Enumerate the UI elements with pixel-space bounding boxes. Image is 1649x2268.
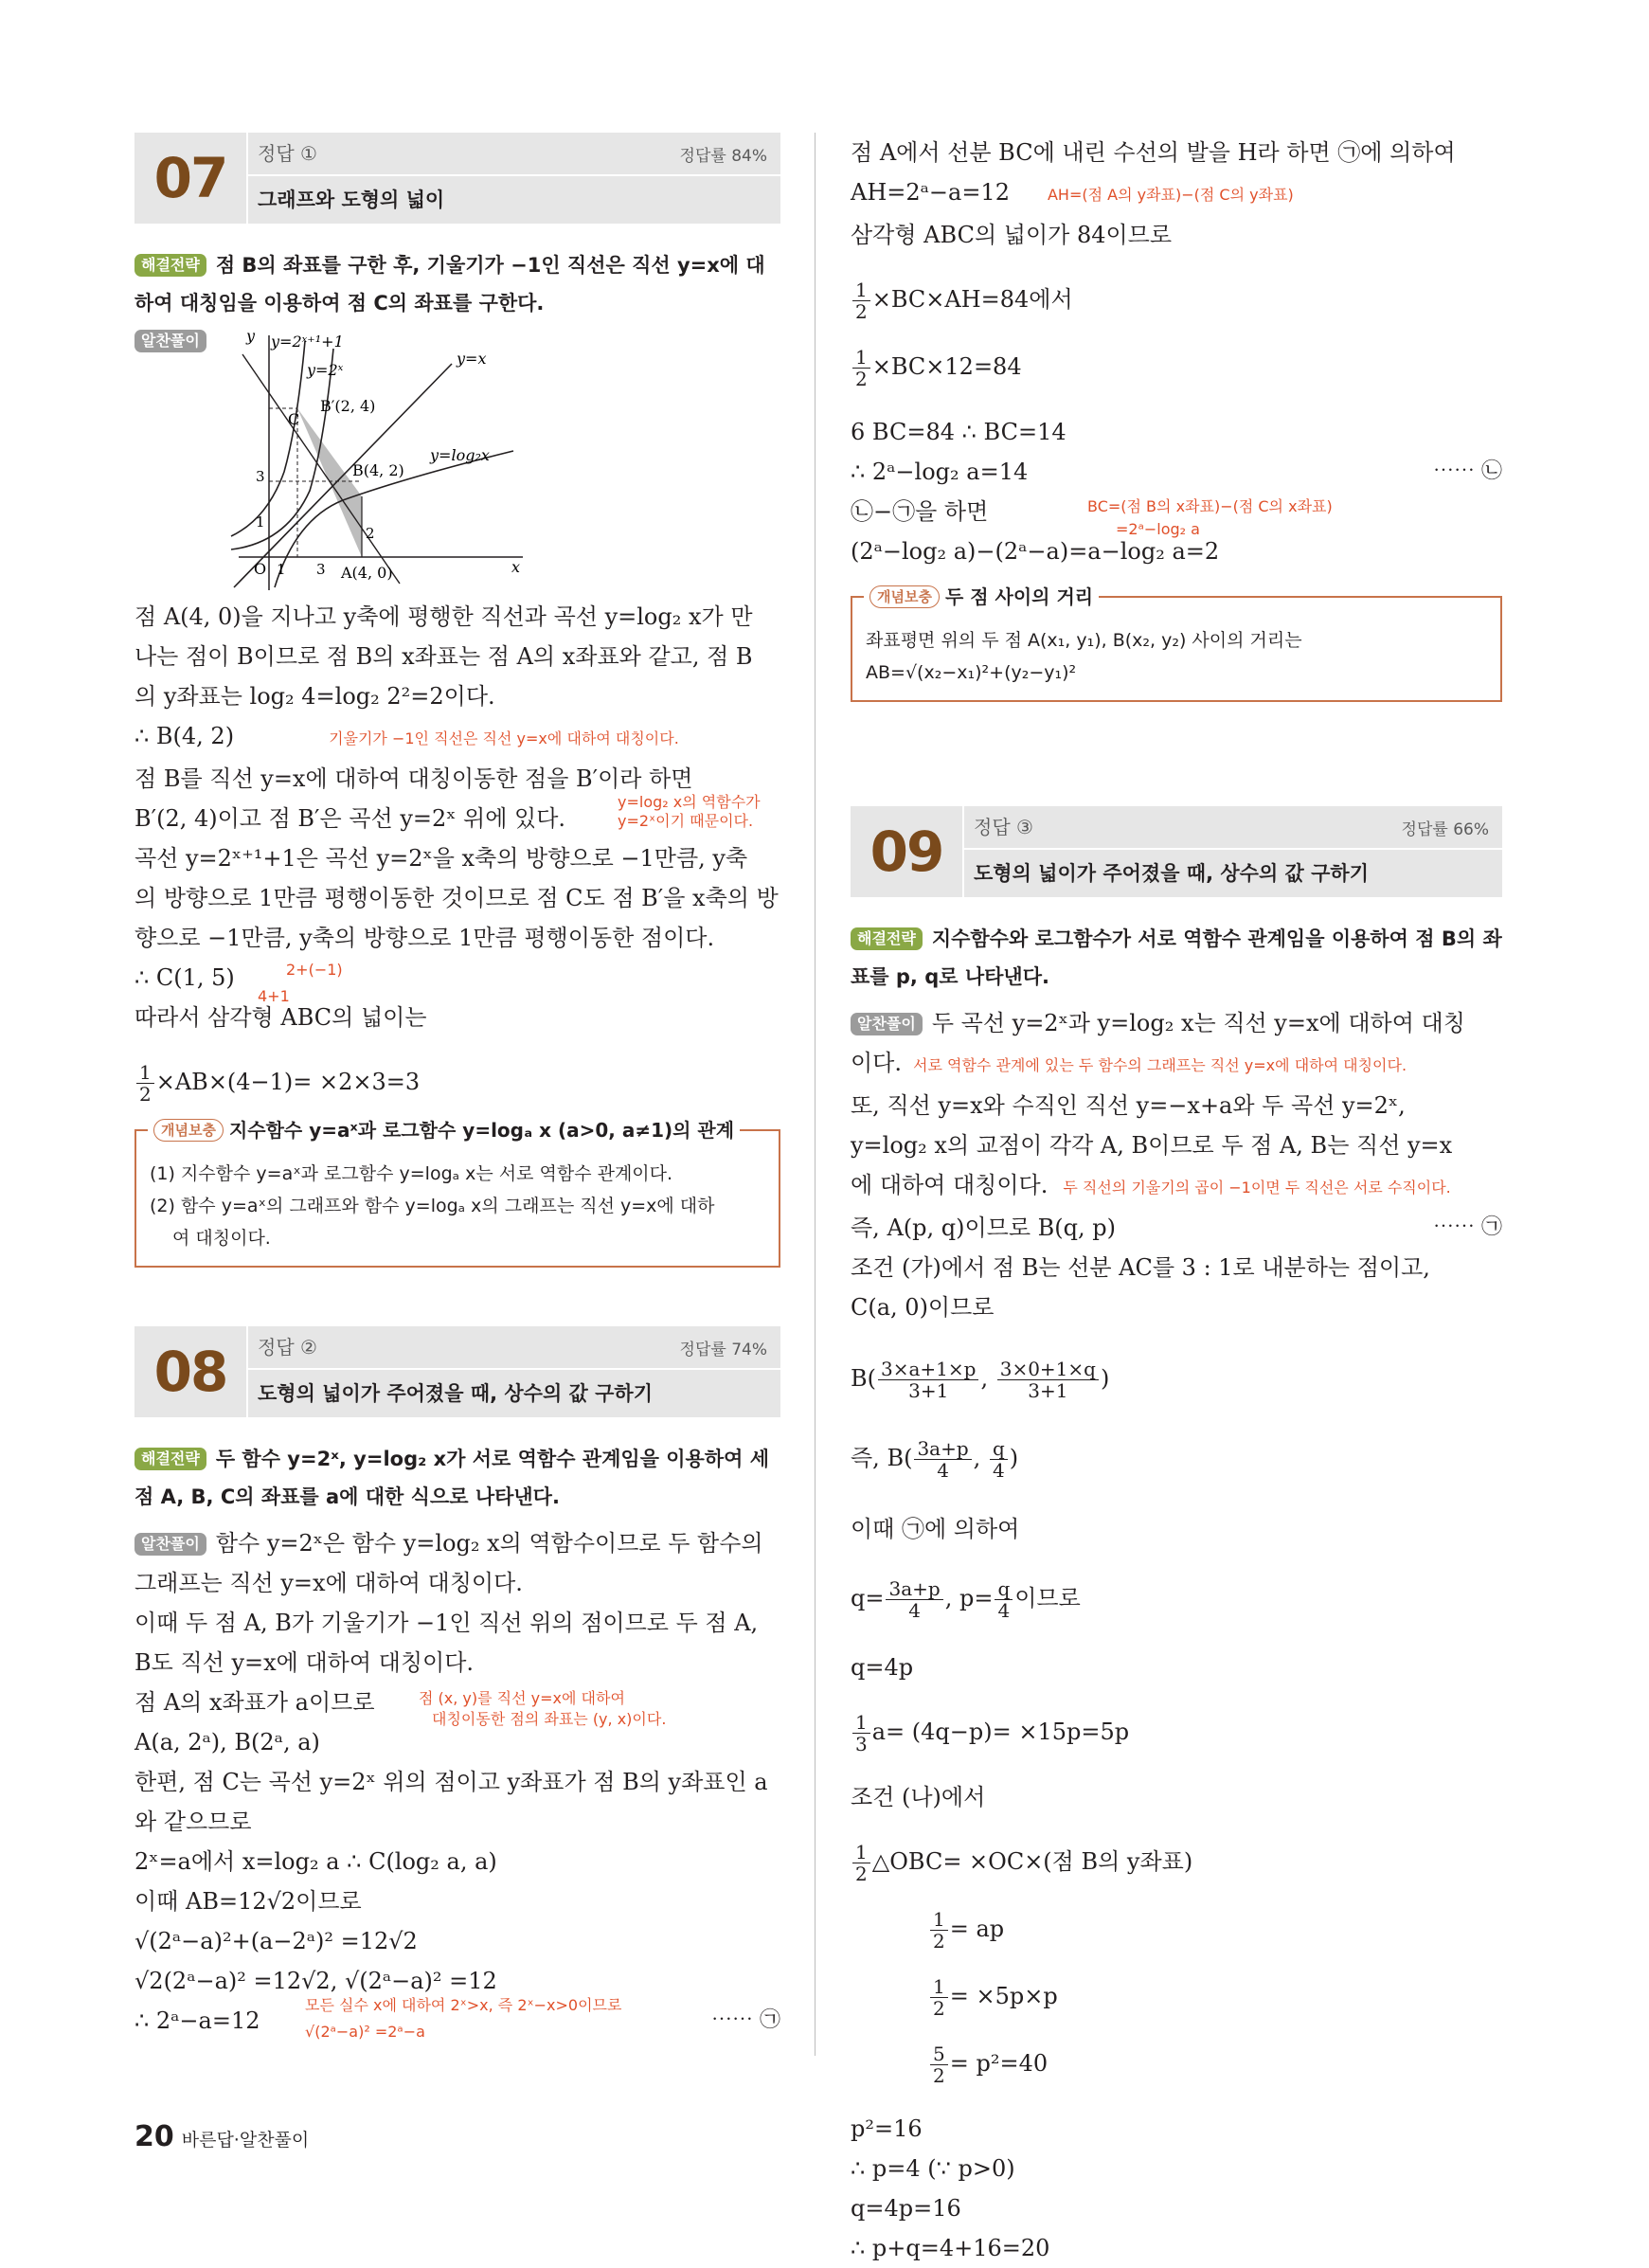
graph-tick-y1: 1 xyxy=(256,513,265,531)
distance-concept-box: 개념보충 두 점 사이의 거리 좌표평면 위의 두 점 A(x₁, y₁), B(x₂, y₂) 사이의 거리는 AB=√(x₂−x₁)²+(y₂−y₁)² xyxy=(851,596,1502,702)
q09-rate: 정답률 66% xyxy=(1401,820,1489,839)
graph-tick-y3: 3 xyxy=(256,468,265,485)
page-footer xyxy=(134,2120,309,2153)
q07-line: 의 y좌표는 log₂ 4=log₂ 2²=2이다. xyxy=(134,683,495,710)
graph-x-label: x xyxy=(511,558,521,576)
q08-note: 점 (x, y)를 직선 y=x에 대하여 대칭이동한 점의 좌표는 (y, x)이다. xyxy=(419,1689,667,1728)
q08-line: B도 직선 y=x에 대하여 대칭이다. xyxy=(134,1649,475,1676)
q07-line: ∴ C(1, 5) 2+(−1) 4+1 xyxy=(134,958,780,998)
q09-line: q= $\frac{3a+p}{4}$ , p= $\frac{q}{4}$ 이므로 xyxy=(851,1577,1081,1622)
q08-cont-line: 점 A에서 선분 BC에 내린 수선의 발을 H라 하면 ㉠에 의하여 xyxy=(851,139,1456,166)
right-column xyxy=(851,133,1502,2268)
graph-tick-x3: 3 xyxy=(316,561,326,578)
q08-line: 이때 AB=12√2이므로 xyxy=(134,1888,362,1915)
q07-note: 2+(−1) xyxy=(286,961,343,979)
q09-line: B( $\frac{3\times a+1\times p}{3+1}$ , $\frac{3\times 0+1\times q}{3+1}$ ) xyxy=(851,1358,1110,1402)
graph-point-a: A(4, 0) xyxy=(341,564,393,582)
graph-curve2-label: y=2ˣ xyxy=(307,361,344,379)
q09-marker: ⋯⋯ ㉠ xyxy=(1433,1215,1502,1239)
q07-line: 점 B를 직선 y=x에 대하여 대칭이동한 점을 B′이라 하면 xyxy=(134,765,693,792)
q09-line: $\frac{5}{2}$ = p²=40 xyxy=(851,2042,1502,2086)
q07-area-formula: $\frac{1}{2}$ ×AB×(4−1)= ×2×3=3 xyxy=(134,1060,780,1105)
q07-concept-box: 개념보충 지수함수 y=aˣ과 로그함수 y=logₐ x (a>0, a≠1)의 관계 (1) 지수함수 y=aˣ과 로그함수 y=logₐ x는 서로 역함수 관계이다. (2) 함수 y=aˣ의 그래프와 함수 y=logₐ x의 그래프는 직선 y=x에 대하 여 대칭이다. xyxy=(134,1129,780,1268)
q07-note: 기울기가 −1인 직선은 직선 y=x에 대하여 대칭이다. xyxy=(329,729,679,747)
graph-y-label: y xyxy=(246,330,256,345)
q08-strategy: 해결전략 두 함수 y=2ˣ, y=log₂ x가 서로 역함수 관계임을 이용하여 세 점 A, B, C의 좌표를 a에 대한 식으로 나타낸다. xyxy=(134,1448,769,1508)
q07-answer: 정답 ① xyxy=(258,142,317,165)
q07-line: 점 A(4, 0)을 지나고 y축에 평행한 직선과 곡선 y=log₂ x가 만 xyxy=(134,603,753,630)
q09-line: 즉, A(p, q)이므로 B(q, p) ⋯⋯ ㉠ xyxy=(851,1208,1502,1248)
q09-number: 09 xyxy=(869,819,943,884)
q08-title: 도형의 넓이가 주어졌을 때, 상수의 값 구하기 xyxy=(248,1368,780,1419)
q09-line: 이때 ㉠에 의하여 xyxy=(851,1516,1020,1542)
q08-cont-line: 삼각형 ABC의 넓이가 84이므로 xyxy=(851,222,1173,248)
q08-answer: 정답 ② xyxy=(258,1336,317,1359)
graph-point-b: B(4, 2) xyxy=(352,461,404,479)
q08-header xyxy=(134,1326,780,1417)
graph-origin: O xyxy=(254,560,267,578)
q09-line: C(a, 0)이므로 xyxy=(851,1294,995,1321)
q08-line: 2ˣ=a에서 x=log₂ a ∴ C(log₂ a, a) xyxy=(134,1848,497,1875)
q09-line: ∴ p=4 (∵ p>0) xyxy=(851,2155,1015,2182)
graph-log-label: y=log₂x xyxy=(430,446,490,464)
q08-cont-line: $\frac{1}{2}$ ×BC×12=84 xyxy=(851,345,1502,389)
q09-line: $\frac{1}{3}$ a= (4q−p)= ×15p=5p xyxy=(851,1710,1502,1755)
graph-point-b-prime: B′(2, 4) xyxy=(320,397,376,415)
q09-title: 도형의 넓이가 주어졌을 때, 상수의 값 구하기 xyxy=(964,848,1502,899)
q07-title: 그래프와 도형의 넓이 xyxy=(248,174,780,225)
q09-note: 서로 역함수 관계에 있는 두 함수의 그래프는 직선 y=x에 대하여 대칭이다. xyxy=(913,1056,1407,1074)
q09-line: q=4p=16 xyxy=(851,2195,961,2222)
q08-line: 와 같으므로 xyxy=(134,1809,252,1835)
q09-line: 이다. 서로 역함수 관계에 있는 두 함수의 그래프는 직선 y=x에 대하여 대칭이다. xyxy=(851,1050,1407,1076)
q09-line: $\frac{1}{2}$ = ap xyxy=(851,1907,1502,1952)
q07-note: 4+1 xyxy=(258,987,290,1005)
graph-point-c: C xyxy=(288,410,300,428)
q08-cont-line: AH=2ᵃ−a=12 AH=(점 A의 y좌표)−(점 C의 y좌표) xyxy=(851,179,1294,206)
strategy-badge: 해결전략 xyxy=(134,254,206,277)
q07-strategy: 해결전략 점 B의 좌표를 구한 후, 기울기가 −1인 직선은 직선 y=x에 대하여 대칭임을 이용하여 점 C의 좌표를 구한다. xyxy=(134,254,765,315)
q07-line: 의 방향으로 1만큼 평행이동한 것이므로 점 C도 점 B′을 x축의 방 xyxy=(134,885,779,911)
q07-line: 향으로 −1만큼, y축의 방향으로 1만큼 평행이동한 점이다. xyxy=(134,925,715,951)
q09-line: 에 대하여 대칭이다. 두 직선의 기울기의 곱이 −1이면 두 직선은 서로 수직이다. xyxy=(851,1172,1451,1198)
q08-cont-line: $\frac{1}{2}$ ×BC×AH=84에서 xyxy=(851,278,1502,322)
q09-line: y=log₂ x의 교점이 각각 A, B이므로 두 점 A, B는 직선 y=x xyxy=(851,1132,1453,1159)
q09-line: 알찬풀이 두 곡선 y=2ˣ과 y=log₂ x는 직선 y=x에 대하여 대칭 xyxy=(851,1003,1502,1043)
q08-line: 점 A의 x좌표가 a이므로 점 (x, y)를 직선 y=x에 대하여 대칭이동한 점의 좌표는 (y, x)이다. xyxy=(134,1689,667,1728)
q09-line: $\frac{1}{2}$ = ×5p×p xyxy=(851,1974,1502,2019)
q07-line: B′(2, 4)이고 점 B′은 곡선 y=2ˣ 위에 있다. y=log₂ x의 역함수가 y=2ˣ이기 때문이다. xyxy=(134,793,761,832)
q08-line: √(2ᵃ−a)²+(a−2ᵃ)² =12√2 xyxy=(134,1928,418,1954)
q09-line: 즉, B( $\frac{3a+p}{4}$ , $\frac{q}{4}$ ) xyxy=(851,1437,1019,1482)
q09-line: $\frac{1}{2}$ △OBC= ×OC×(점 B의 y좌표) xyxy=(851,1840,1502,1884)
q09-line: p²=16 xyxy=(851,2115,923,2142)
q08-cont-line: (2ᵃ−log₂ a)−(2ᵃ−a)=a−log₂ a=2 xyxy=(851,538,1220,565)
marker-2: ⋯⋯ ㉡ xyxy=(1433,459,1502,483)
q07-line: 따라서 삼각형 ABC의 넓이는 xyxy=(134,1004,427,1031)
q08-rate: 정답률 74% xyxy=(679,1341,767,1359)
column-divider xyxy=(815,133,816,2056)
q09-line: 조건 (나)에서 xyxy=(851,1784,986,1810)
q08-cont-line: 6 BC=84 ∴ BC=14 xyxy=(851,419,1066,445)
q08-note: AH=(점 A의 y좌표)−(점 C의 y좌표) xyxy=(1047,186,1294,204)
q08-line: 그래프는 직선 y=x에 대하여 대칭이다. xyxy=(134,1570,523,1596)
q08-note: √(2ᵃ−a)² =2ᵃ−a xyxy=(305,2023,425,2041)
q08-line: √2(2ᵃ−a)² =12√2, √(2ᵃ−a)² =12 모든 실수 x에 대하여 2ˣ>x, 즉 2ˣ−x>0이므로 xyxy=(134,1961,780,2001)
q07-line: ∴ B(4, 2) 기울기가 −1인 직선은 직선 y=x에 대하여 대칭이다. xyxy=(134,723,679,749)
q09-line: q=4p xyxy=(851,1654,914,1681)
page-number: 20 xyxy=(134,2120,174,2153)
q07-graph xyxy=(229,330,532,595)
q09-line: ∴ p+q=4+16=20 xyxy=(851,2235,1050,2261)
q08-marker: ⋯⋯ ㉠ xyxy=(711,2008,780,2032)
q08-note: BC=(점 B의 x좌표)−(점 C의 x좌표) =2ᵃ−log₂ a xyxy=(1087,497,1333,538)
q08-line: ∴ 2ᵃ−a=12 √(2ᵃ−a)² =2ᵃ−a ⋯⋯ ㉠ xyxy=(134,2001,780,2041)
q09-line: 또, 직선 y=x와 수직인 직선 y=−x+a와 두 곡선 y=2ˣ, xyxy=(851,1092,1406,1119)
q08-cont-line: ∴ 2ᵃ−log₂ a=14 ⋯⋯ ㉡ xyxy=(851,452,1502,492)
q09-answer: 정답 ③ xyxy=(974,816,1033,838)
q09-strategy: 해결전략 지수함수와 로그함수가 서로 역함수 관계임을 이용하여 점 B의 좌 표를 p, q로 나타낸다. xyxy=(851,927,1502,988)
q09-header xyxy=(851,806,1502,897)
q08-line: A(a, 2ᵃ), B(2ᵃ, a) xyxy=(134,1729,320,1755)
q08-line: 알찬풀이 함수 y=2ˣ은 함수 y=log₂ x의 역함수이므로 두 함수의 xyxy=(134,1523,780,1563)
q09-line: 조건 (가)에서 점 B는 선분 AC를 3 : 1로 내분하는 점이고, xyxy=(851,1254,1430,1281)
footer-text: 바른답·알찬풀이 xyxy=(181,2130,310,2151)
q07-line: 나는 점이 B이므로 점 B의 x좌표는 점 A의 x좌표와 같고, 점 B xyxy=(134,643,753,670)
q08-note: 모든 실수 x에 대하여 2ˣ>x, 즉 2ˣ−x>0이므로 xyxy=(305,1996,622,2014)
q07-number: 07 xyxy=(153,146,227,210)
q07-line: 곡선 y=2ˣ⁺¹+1은 곡선 y=2ˣ을 x축의 방향으로 −1만큼, y축 xyxy=(134,845,748,872)
q07-graph-block xyxy=(134,330,780,597)
q09-note: 두 직선의 기울기의 곱이 −1이면 두 직선은 서로 수직이다. xyxy=(1063,1179,1451,1197)
q08-line: 이때 두 점 A, B가 기울기가 −1인 직선 위의 점이므로 두 점 A, xyxy=(134,1610,759,1636)
q07-header xyxy=(134,133,780,224)
q08-number: 08 xyxy=(153,1340,227,1404)
graph-curve1-label: y=2ˣ⁺¹+1 xyxy=(271,333,344,351)
graph-tick-2: 2 xyxy=(366,525,375,542)
q07-note: y=log₂ x의 역함수가 y=2ˣ이기 때문이다. xyxy=(618,793,761,830)
graph-line-label: y=x xyxy=(457,350,487,368)
graph-tick-x1: 1 xyxy=(277,561,286,578)
solution-badge: 알찬풀이 xyxy=(134,330,206,352)
q08-cont-line: ㉡−㉠을 하면 BC=(점 B의 x좌표)−(점 C의 x좌표) =2ᵃ−log₂ a xyxy=(851,492,1502,531)
left-column xyxy=(134,133,780,2041)
q08-line: 한편, 점 C는 곡선 y=2ˣ 위의 점이고 y좌표가 점 B의 y좌표인 a xyxy=(134,1769,768,1795)
q07-rate: 정답률 84% xyxy=(679,147,767,166)
